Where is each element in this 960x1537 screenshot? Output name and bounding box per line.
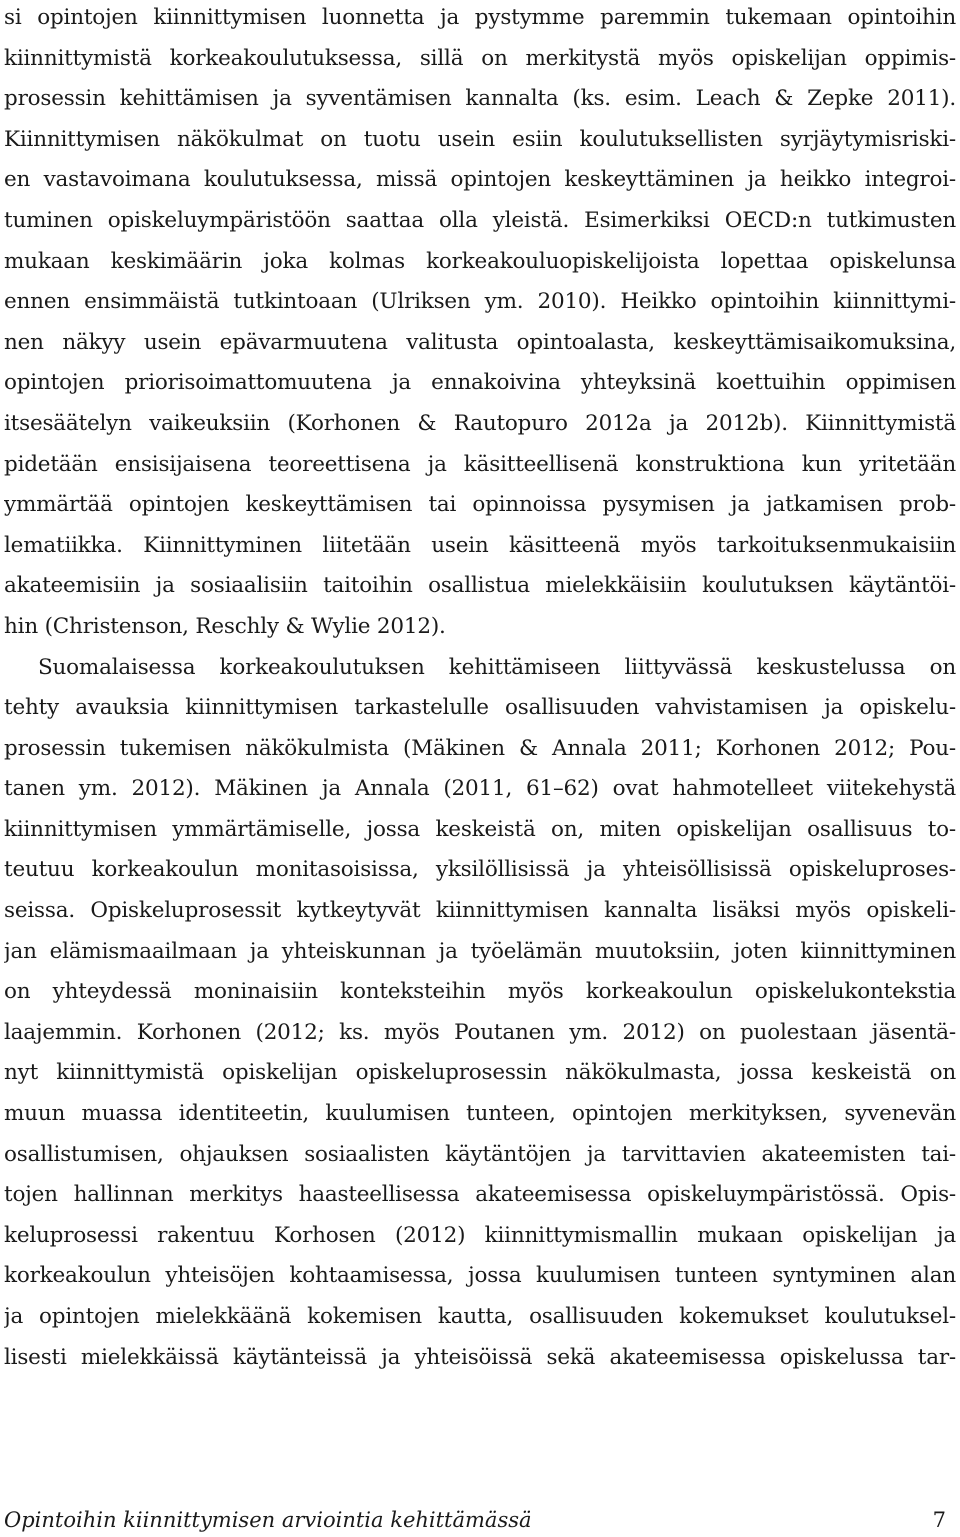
text-line: laajemmin. Korhonen (2012; ks. myös Poutanen ym. 2012) on puolestaan jäsentä- [4,1019,956,1045]
paragraph-1 [4,0,956,648]
text-line: lematiikka. Kiinnittyminen liitetään usein käsitteenä myös tarkoituksenmukaisiin [4,532,956,558]
text-line: ja opintojen mielekkäänä kokemisen kautta, osallisuuden kokemukset koulutuksel- [4,1304,956,1329]
text-line: nen näkyy usein epävarmuutena valitusta opintoalasta, keskeyttämisaikomuksina, [4,329,956,355]
text-line: kiinnittymisen ymmärtämiselle, jossa keskeistä on, miten opiskelijan osallisuus to- [4,816,956,842]
body-text [4,0,956,1378]
text-line: opintojen priorisoimattomuutena ja ennakoivina yhteyksinä koettuihin oppimisen [4,370,956,396]
text-line: en vastavoimana koulutuksessa, missä opintojen keskeyttäminen ja heikko integroi- [4,167,956,193]
text-line: korkeakoulun yhteisöjen kohtaamisessa, jossa kuulumisen tunteen syntyminen alan [4,1263,956,1289]
text-line: ennen ensimmäistä tutkintoaan (Ulriksen ym. 2010). Heikko opintoihin kiinnittymi- [4,289,956,315]
text-line: Kiinnittymisen näkökulmat on tuotu usein esiin koulutuksellisten syrjäytymisriski- [4,126,956,152]
text-line: lisesti mielekkäissä käytänteissä ja yhteisöissä sekä akateemisessa opiskelussa tar- [4,1344,956,1370]
text-line: Suomalaisessa korkeakoulutuksen kehittämiseen liittyvässä keskustelussa on [38,654,956,680]
text-line: tojen hallinnan merkitys haasteellisessa akateemisessa opiskeluympäristössä. Opis- [4,1182,956,1208]
text-line: tanen ym. 2012). Mäkinen ja Annala (2011, 61–62) ovat hahmotelleet viitekehystä [4,776,956,802]
footer-title: Opintoihin kiinnittymisen arviointia kehittämässä [4,1508,532,1532]
text-line: seissa. Opiskeluprosessit kytkeytyvät kiinnittymisen kannalta lisäksi myös opiskeli- [4,898,956,924]
page-footer [4,1504,946,1536]
page-number: 7 [932,1508,946,1532]
text-line: hin (Christenson, Reschly & Wylie 2012). [4,613,446,639]
text-line: ymmärtää opintojen keskeyttämisen tai opinnoissa pysymisen ja jatkamisen prob- [4,492,956,518]
text-line: teutuu korkeakoulun monitasoisissa, yksilöllisissä ja yhteisöllisissä opiskeluproses- [4,857,956,883]
text-line: pidetään ensisijaisena teoreettisena ja käsitteellisenä konstruktiona kun yritetään [4,451,956,477]
paragraph-2 [4,648,956,1379]
text-line: kiinnittymistä korkeakoulutuksessa, sillä on merkitystä myös opiskelijan oppimis- [4,45,956,71]
text-line: osallistumisen, ohjauksen sosiaalisten käytäntöjen ja tarvittavien akateemisten tai- [4,1141,956,1167]
text-line: keluprosessi rakentuu Korhosen (2012) kiinnittymismallin mukaan opiskelijan ja [4,1222,956,1248]
text-line: akateemisiin ja sosiaalisiin taitoihin osallistua mielekkäisiin koulutuksen käytäntöi- [4,573,956,599]
text-line: si opintojen kiinnittymisen luonnetta ja pystymme paremmin tukemaan opintoihin [4,5,956,30]
text-line: on yhteydessä moninaisiin konteksteihin myös korkeakoulun opiskelukontekstia [4,979,956,1005]
text-line: itsesäätelyn vaikeuksiin (Korhonen & Rautopuro 2012a ja 2012b). Kiinnittymistä [4,410,956,436]
text-line: mukaan keskimäärin joka kolmas korkeakouluopiskelijoista lopettaa opiskelunsa [4,248,956,274]
text-line: prosessin kehittämisen ja syventämisen kannalta (ks. esim. Leach & Zepke 2011). [4,86,956,112]
text-line: tehty avauksia kiinnittymisen tarkastelulle osallisuuden vahvistamisen ja opiskelu- [4,695,956,721]
text-line: nyt kiinnittymistä opiskelijan opiskeluprosessin näkökulmasta, jossa keskeistä on [4,1060,956,1086]
text-line: tuminen opiskeluympäristöön saattaa olla yleistä. Esimerkiksi OECD:n tutkimusten [4,207,956,233]
text-line: muun muassa identiteetin, kuulumisen tunteen, opintojen merkityksen, syvenevän [4,1101,956,1127]
text-line: prosessin tukemisen näkökulmista (Mäkinen & Annala 2011; Korhonen 2012; Pou- [4,735,956,761]
text-line: jan elämismaailmaan ja yhteiskunnan ja työelämän muutoksiin, joten kiinnittyminen [4,938,956,964]
